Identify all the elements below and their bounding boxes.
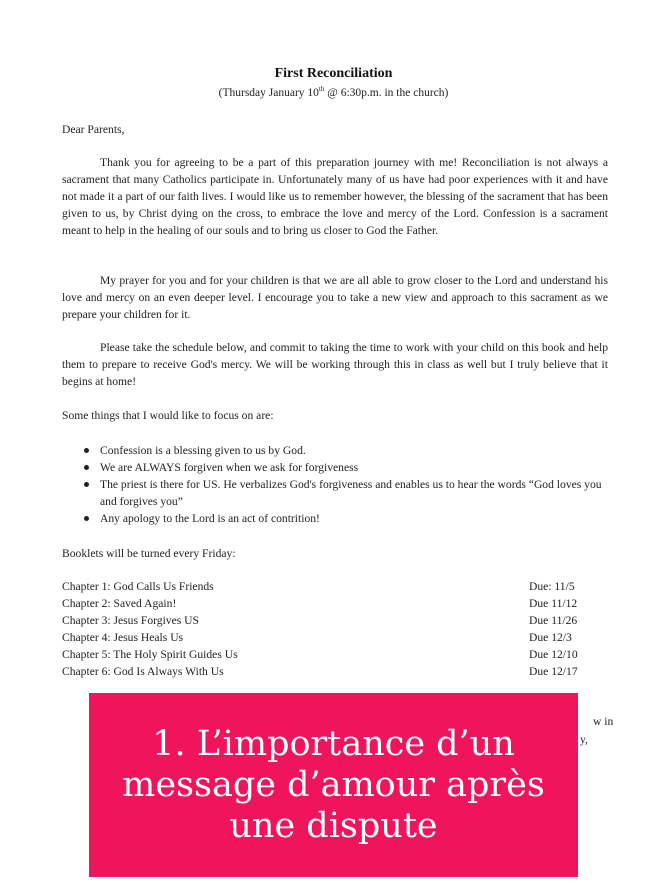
list-item: We are ALWAYS forgiven when we ask for forgiveness [62,459,602,476]
paragraph-2: My prayer for you and for your children is that we are all able to grow closer to the Lord and understand his love and mercy on an even deeper level. I encourage you to take a new view and approach to this sacrament as we prepare your children for it. [62,274,608,321]
table-row [62,578,592,595]
list-item: Confession is a blessing given to us by God. [62,442,602,459]
banner-title: 1. L’importance d’un message d’amour après une dispute [122,723,545,846]
table-row [62,663,592,680]
table-row [62,646,592,663]
focus-intro: Some things that I would like to focus on are: [62,409,274,422]
partial-text-line: w in [593,715,614,728]
document-title: First Reconciliation [274,66,393,81]
headline-banner [89,693,578,877]
chapter-due: Due 11/26 [529,614,578,627]
document-subtitle: (Thursday January 10th @ 6:30p.m. in the church) [218,85,449,99]
booklets-note: Booklets will be turned every Friday: [62,547,236,560]
chapter-name: Chapter 6: God Is Always With Us [62,665,224,678]
chapter-name: Chapter 3: Jesus Forgives US [62,614,199,627]
chapter-name: Chapter 1: God Calls Us Friends [62,580,214,593]
chapter-due: Due 11/12 [529,597,578,610]
table-row [62,595,592,612]
chapter-due: Due 12/17 [529,665,578,678]
chapter-name: Chapter 4: Jesus Heals Us [62,631,184,644]
list-item: The priest is there for US. He verbalizes God's forgiveness and enables us to hear the words “God loves you and forgives you” [62,476,602,510]
chapter-due: Due 12/10 [529,648,578,661]
chapter-name: Chapter 5: The Holy Spirit Guides Us [62,648,238,661]
table-row [62,612,592,629]
chapter-schedule [62,578,592,680]
paragraph-1: Thank you for agreeing to be a part of this preparation journey with me! Reconciliation is not always a sacrament that many Catholics participate in. Unfortunately many of us have had poor experiences with it and have not made it a part of our faith lives. I would like us to remember however, the blessing of the sacrament that has been given to us, by Christ dying on the cross, to embrace the love and mercy of the Lord. Confession is a sacrament meant to help in the healing of our souls and to bring us closer to God the Father. [62,156,608,237]
list-item: Any apology to the Lord is an act of contrition! [62,510,602,527]
partial-text-line: y, [580,733,588,746]
chapter-due: Due 12/3 [529,631,572,644]
chapter-name: Chapter 2: Saved Again! [62,597,177,610]
focus-list [62,442,602,527]
paragraph-3: Please take the schedule below, and commit to taking the time to work with your child on this book and help them to prepare to receive God's mercy. We will be working through this in class as well but I truly believe that it begins at home! [62,341,608,388]
table-row [62,629,592,646]
chapter-due: Due: 11/5 [529,580,575,593]
salutation: Dear Parents, [62,123,125,136]
